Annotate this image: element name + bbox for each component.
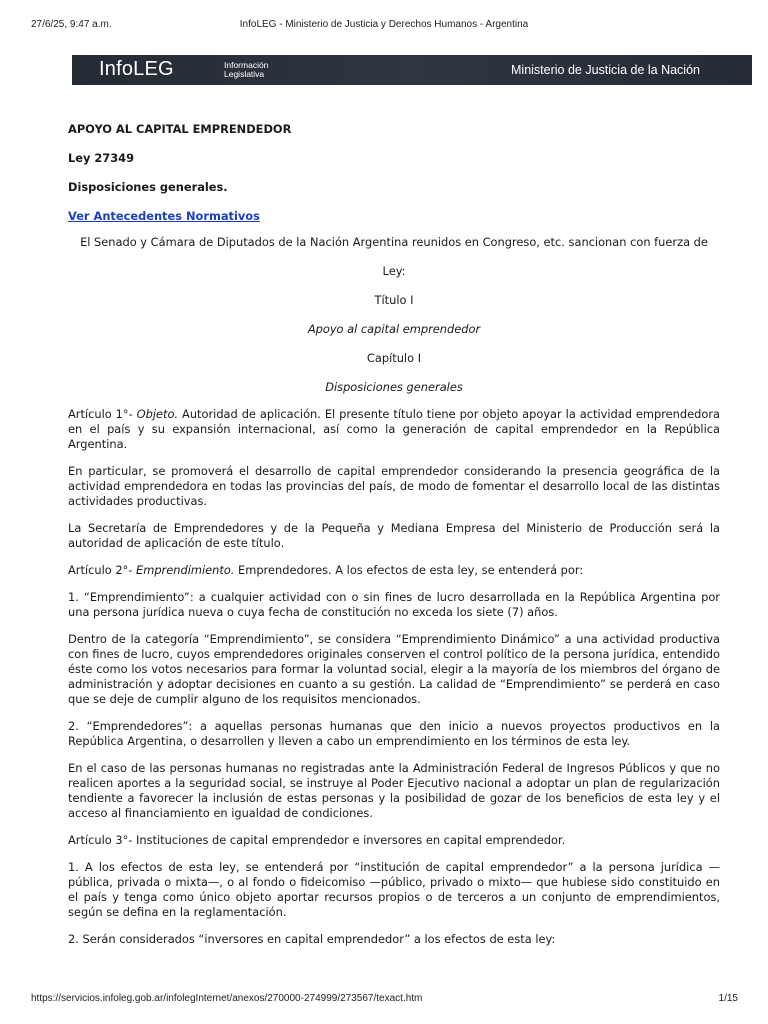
paragraph-dentro: Dentro de la categoría “Emprendimiento”, se considera “Emprendimiento Dinámico” a una actividad productiva con fines de lucro, cuyos emprendedores originales conserven el control político de la persona jurídica, entendido éste como los votos necesarios para formar la voluntad social, elegir a la mayoría de los miembros del órgano de administración y adoptar decisiones en cuanto a su gestión. La calidad de “Emprendimiento” se perderá en caso que se deje de cumplir alguno de los requisitos mencionados.	[68, 632, 720, 706]
capitulo-name: Disposiciones generales	[325, 380, 463, 394]
logo-subtitle-line-1: Información	[224, 60, 269, 70]
page-number: 1/15	[718, 993, 738, 1004]
article-2-head: Artículo 2°-	[68, 563, 137, 577]
print-footer	[0, 990, 768, 1010]
doc-title: APOYO AL CAPITAL EMPRENDEDOR	[68, 122, 292, 136]
paragraph-caso: En el caso de las personas humanas no registradas ante la Administración Federal de Ingresos Públicos y que no realicen aportes a la seguridad social, se instruye al Poder Ejecutivo nacional a adoptar un plan de regularización tendiente a favorecer la inclusión de estas personas y la posibilidad de gozar de los beneficios de esta ley y el acceso al financiamiento en igualdad de condiciones.	[68, 761, 720, 820]
infoleg-logo: InfoLEG	[99, 58, 174, 80]
article-2-em: Emprendimiento.	[136, 563, 235, 577]
paragraph-particular: En particular, se promoverá el desarrollo de capital emprendedor considerando la presencia geográfica de la actividad emprendedora en todas las provincias del país, de modo de fomentar el desarrollo local de las distintas actividades productivas.	[68, 464, 720, 508]
logo-subtitle-line-2: Legislativa	[224, 69, 265, 79]
paragraph-secretaria: La Secretaría de Emprendedores y de la Pequeña y Mediana Empresa del Ministerio de Producción será la autoridad de aplicación de este título.	[68, 521, 720, 550]
antecedentes-link[interactable]: Ver Antecedentes Normativos	[68, 209, 260, 223]
doc-subtitle: Disposiciones generales.	[68, 180, 228, 194]
print-date: 27/6/25, 9:47 a.m.	[31, 19, 112, 30]
paragraph-3-1: 1. A los efectos de esta ley, se entenderá por “institución de capital emprendedor” a la persona jurídica —pública, privada o mixta—, o al fondo o fideicomiso —público, privado o mixto— que hubiese sido constituido en el país y tenga como único objeto aportar recursos propios o de terceros a un conjunto de emprendimientos, según se defina en la reglamentación.	[68, 860, 720, 919]
ministry-name: Ministerio de Justicia de la Nación	[511, 63, 700, 77]
law-number: Ley 27349	[68, 151, 135, 165]
titulo-name: Apoyo al capital emprendedor	[307, 322, 481, 336]
print-page-title: InfoLEG - Ministerio de Justicia y Derechos Humanos - Argentina	[239, 19, 529, 30]
article-1-em: Objeto.	[136, 407, 179, 421]
paragraph-3-2: 2. Serán considerados “inversores en capital emprendedor” a los efectos de esta ley:	[68, 932, 556, 946]
article-1-text: Autoridad de aplicación. El presente título tiene por objeto apoyar la actividad emprendedora en el país y su expansión internacional, así como la generación de capital emprendedor en la República Argentina.	[68, 407, 720, 451]
capitulo-heading: Capítulo I	[366, 351, 422, 365]
preamble: El Senado y Cámara de Diputados de la Nación Argentina reunidos en Congreso, etc. sancionan con fuerza de	[80, 235, 708, 249]
ley-label: Ley:	[382, 264, 406, 278]
document-body	[68, 122, 720, 947]
logo-subtitle	[224, 61, 294, 79]
infoleg-banner	[72, 55, 752, 85]
article-2	[68, 563, 720, 578]
paragraph-2-2: 2. “Emprendedores”: a aquellas personas humanas que den inicio a nuevos proyectos productivos en la República Argentina, o desarrollen y lleven a cabo un emprendimiento en los términos de esta ley.	[68, 719, 720, 748]
article-1	[68, 407, 720, 452]
print-header	[0, 0, 768, 40]
titulo-heading: Título I	[374, 293, 414, 307]
print-url: https://servicios.infoleg.gob.ar/infolegInternet/anexos/270000-274999/273567/texact.htm	[31, 993, 423, 1004]
article-2-text: Emprendedores. A los efectos de esta ley, se entenderá por:	[234, 563, 584, 577]
paragraph-2-1: 1. “Emprendimiento”: a cualquier actividad con o sin fines de lucro desarrollada en la República Argentina por una persona jurídica nueva o cuya fecha de constitución no exceda los siete (7) años.	[68, 590, 720, 619]
article-1-head: Artículo 1°-	[68, 407, 137, 421]
article-3: Artículo 3°- Instituciones de capital emprendedor e inversores en capital emprendedor.	[68, 833, 566, 847]
